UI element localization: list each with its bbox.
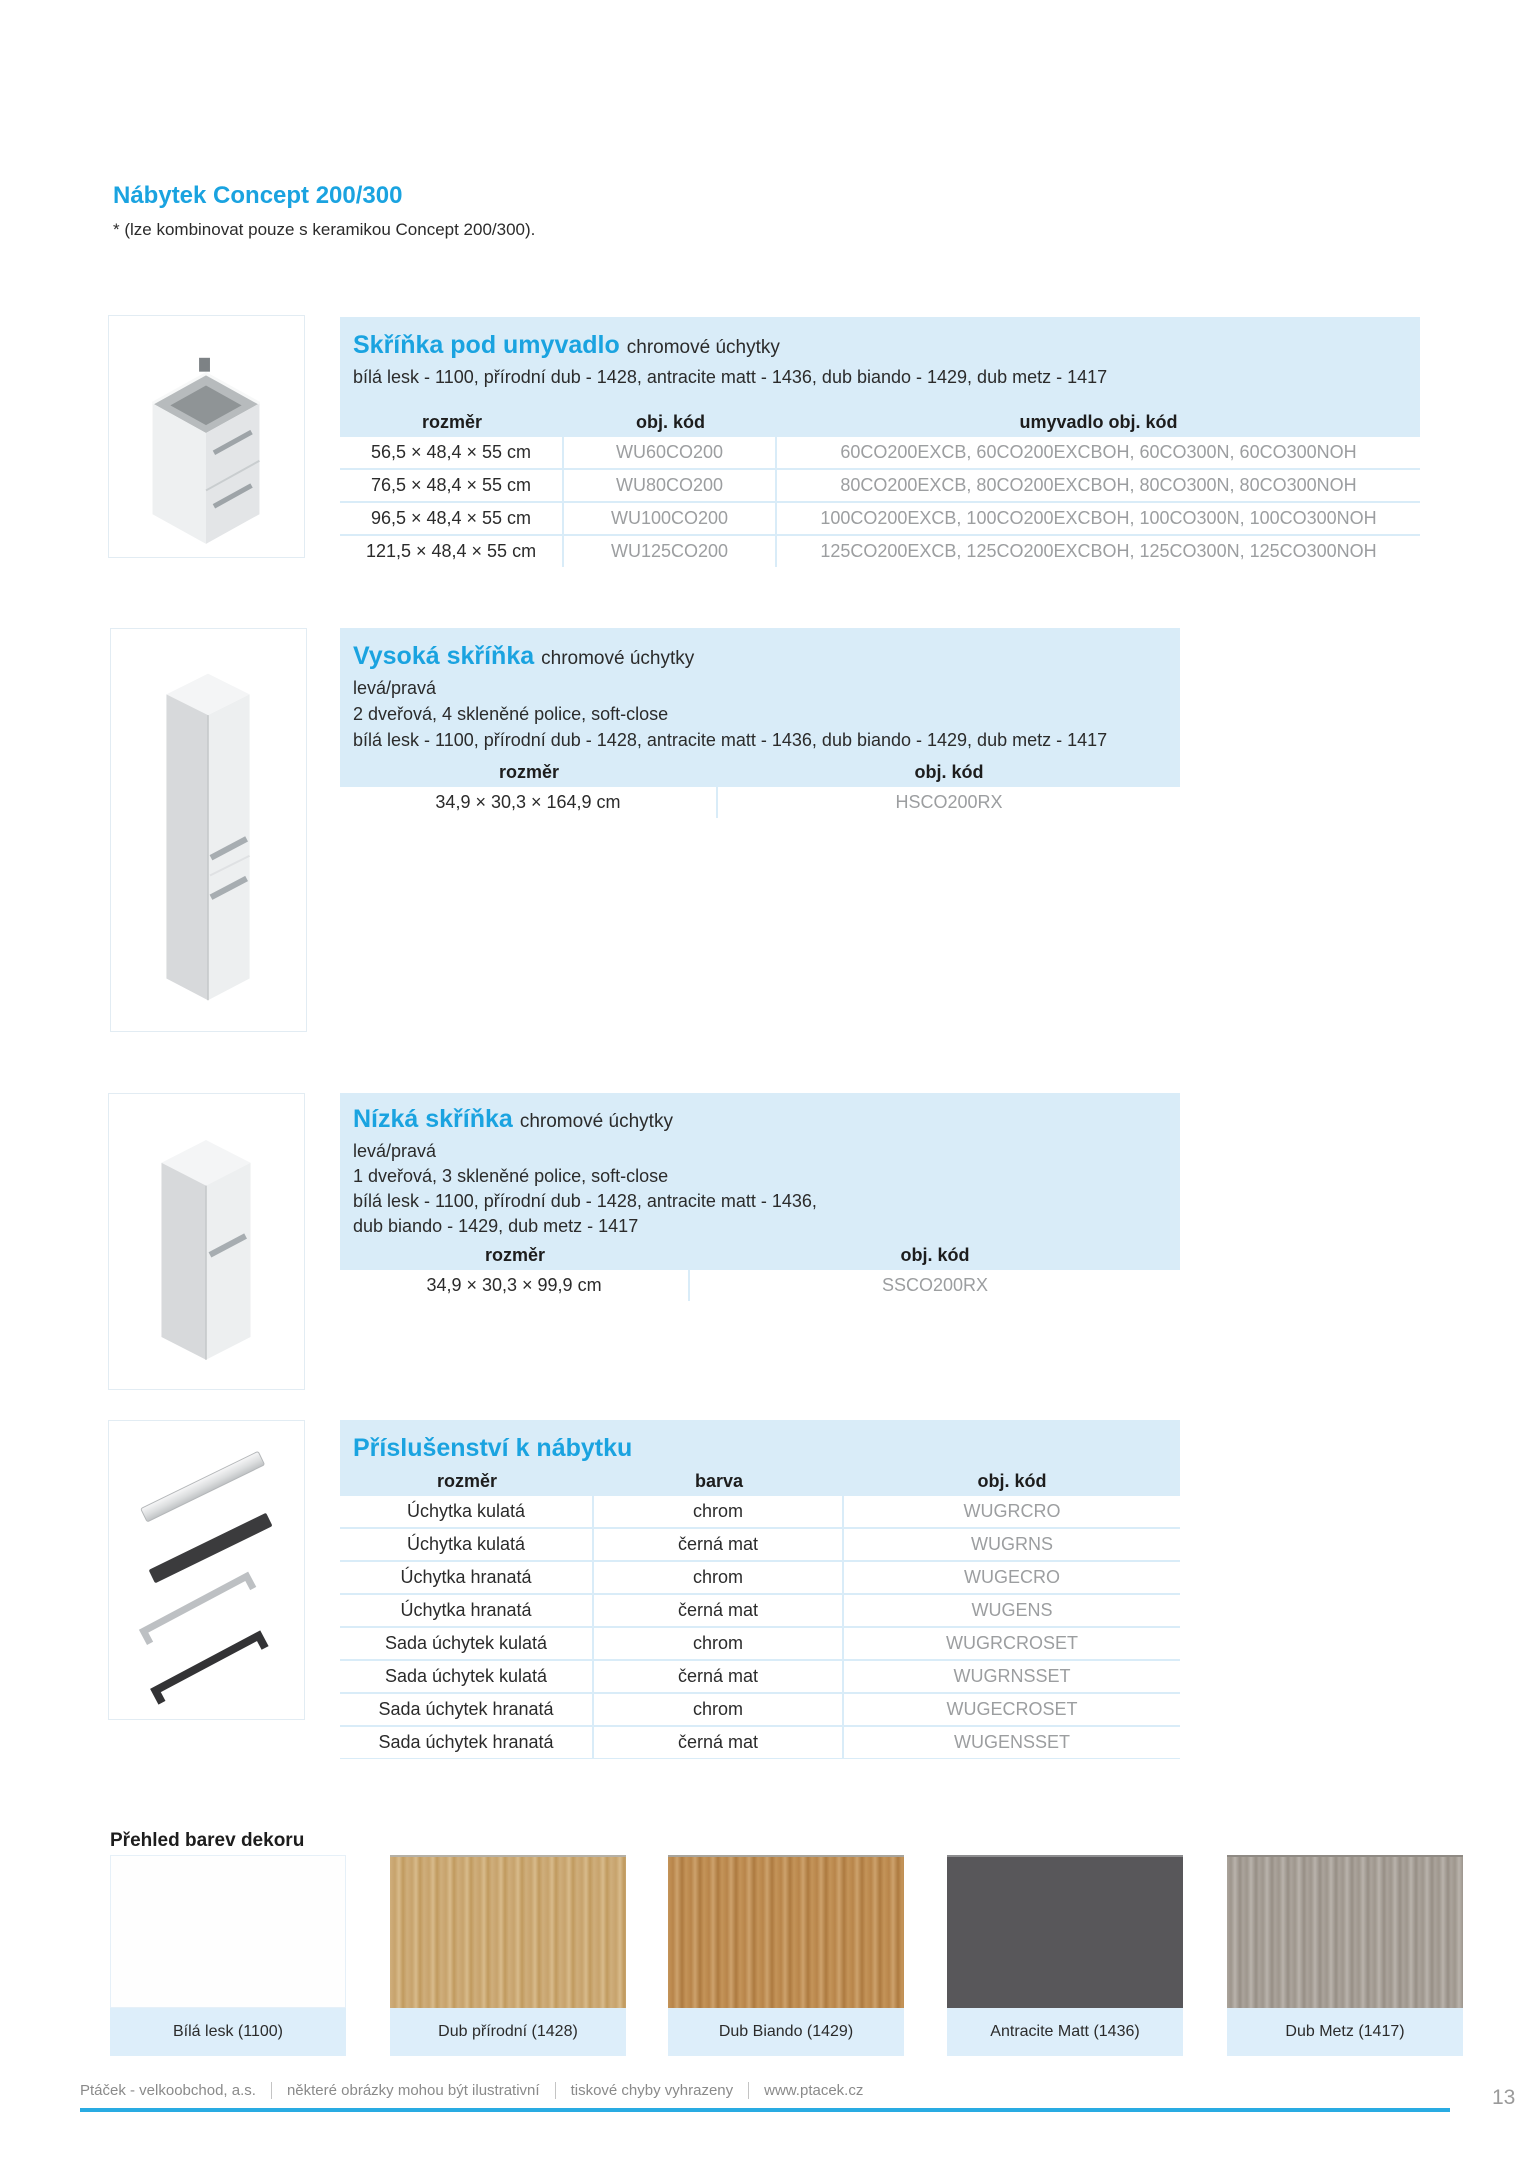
swatch-dub-biando — [668, 1855, 904, 2056]
footer-disclaimer-images: některé obrázky mohou být ilustrativní — [271, 2082, 540, 2099]
column-header: rozměr — [421, 412, 483, 432]
item-name-cell: Úchytka hranatá — [340, 1595, 594, 1628]
order-code-cell: HSCO200RX — [718, 787, 1180, 818]
sink-cabinet-title-suffix: chromové úchytky — [626, 337, 780, 358]
item-name-cell: Sada úchytek kulatá — [340, 1661, 594, 1694]
item-name-cell: Sada úchytek hranatá — [340, 1694, 594, 1727]
order-code-cell: WUGECROSET — [844, 1694, 1180, 1727]
dimension-cell: 96,5 × 48,4 × 55 cm — [340, 503, 564, 536]
color-cell: chrom — [594, 1628, 844, 1661]
sink-cabinet-section — [340, 317, 1420, 566]
low-cabinet-table — [340, 1241, 1180, 1301]
order-code-cell: WU100CO200 — [564, 503, 777, 536]
order-code-cell: WUGRNS — [844, 1529, 1180, 1562]
color-cell: chrom — [594, 1694, 844, 1727]
feature-line: 1 dveřová, 3 skleněné police, soft-close — [353, 1166, 669, 1186]
column-header: rozměr — [498, 762, 560, 782]
page-subtitle: * (lze kombinovat pouze s keramikou Concept 200/300). — [113, 220, 536, 239]
table-row — [340, 1496, 1180, 1529]
feature-line: levá/pravá — [353, 678, 437, 698]
item-name-cell: Sada úchytek hranatá — [340, 1727, 594, 1758]
color-cell: černá mat — [594, 1529, 844, 1562]
footer-disclaimer-errors: tiskové chyby vyhrazeny — [555, 2082, 734, 2099]
accessories-section — [340, 1420, 1180, 1759]
low-cabinet-image — [108, 1093, 305, 1390]
swatch-label: Bílá lesk (1100) — [110, 2008, 346, 2056]
low-cabinet-title-text: Nízká skříňka — [353, 1105, 513, 1133]
footer-accent-rule — [80, 2108, 1450, 2112]
order-code-cell: SSCO200RX — [690, 1270, 1180, 1301]
footer-website-link[interactable]: www.ptacek.cz — [764, 2082, 864, 2099]
column-header: obj. kód — [900, 1245, 970, 1265]
vanity-cabinet-illustration — [109, 316, 304, 557]
basin-codes-cell: 125CO200EXCB, 125CO200EXCBOH, 125CO300N, 125CO300NOH — [777, 536, 1420, 567]
column-header: obj. kód — [636, 412, 705, 432]
basin-codes-cell: 80CO200EXCB, 80CO200EXCBOH, 80CO300N, 80CO300NOH — [777, 470, 1420, 503]
sink-cabinet-desc: bílá lesk - 1100, přírodní dub - 1428, antracite matt - 1436, dub biando - 1429, dub metz - 1417 — [353, 367, 1108, 387]
accessories-title: Příslušenství k nábytku — [353, 1434, 633, 1462]
column-header: rozměr — [436, 1471, 498, 1491]
swatch-color-sample — [947, 1855, 1183, 2008]
swatch-bila-lesk — [110, 1855, 346, 2056]
order-code-cell: WUGRCROSET — [844, 1628, 1180, 1661]
low-cabinet-title — [340, 1093, 1180, 1137]
item-name-cell: Úchytka kulatá — [340, 1496, 594, 1529]
handles-image — [108, 1420, 305, 1720]
tall-cabinet-section — [340, 628, 1180, 816]
footer-company: Ptáček - velkoobchod, a.s. — [80, 2082, 256, 2099]
table-row — [340, 1270, 1180, 1301]
sink-cabinet-image — [108, 315, 305, 558]
order-code-cell: WUGENSSET — [844, 1727, 1180, 1758]
low-cabinet-section — [340, 1093, 1180, 1300]
dimension-cell: 34,9 × 30,3 × 164,9 cm — [340, 787, 718, 818]
basin-codes-cell: 60CO200EXCB, 60CO200EXCBOH, 60CO300N, 60CO300NOH — [777, 437, 1420, 470]
basin-codes-cell: 100CO200EXCB, 100CO200EXCBOH, 100CO300N, 100CO300NOH — [777, 503, 1420, 536]
swatch-label: Antracite Matt (1436) — [947, 2008, 1183, 2056]
table-row — [340, 536, 1420, 567]
tall-cabinet-title — [340, 628, 1180, 674]
table-row — [340, 1628, 1180, 1661]
page-number: 13 — [1492, 2086, 1516, 2109]
color-cell: chrom — [594, 1562, 844, 1595]
furniture-handles-illustration — [109, 1421, 304, 1719]
page-title: Nábytek Concept 200/300 — [113, 182, 403, 209]
color-cell: černá mat — [594, 1595, 844, 1628]
item-name-cell: Úchytka kulatá — [340, 1529, 594, 1562]
dimension-cell: 121,5 × 48,4 × 55 cm — [340, 536, 564, 567]
swatch-dub-prirodni — [390, 1855, 626, 2056]
dimension-cell: 56,5 × 48,4 × 55 cm — [340, 437, 564, 470]
color-cell: černá mat — [594, 1727, 844, 1758]
table-row — [340, 1694, 1180, 1727]
order-code-cell: WUGENS — [844, 1595, 1180, 1628]
item-name-cell: Sada úchytek kulatá — [340, 1628, 594, 1661]
dimension-cell: 34,9 × 30,3 × 99,9 cm — [340, 1270, 690, 1301]
order-code-cell: WUGRNSSET — [844, 1661, 1180, 1694]
feature-line: dub biando - 1429, dub metz - 1417 — [353, 1216, 639, 1236]
table-row — [340, 503, 1420, 536]
order-code-cell: WUGRCRO — [844, 1496, 1180, 1529]
swatch-color-sample — [390, 1855, 626, 2008]
feature-line: bílá lesk - 1100, přírodní dub - 1428, antracite matt - 1436, — [353, 1191, 817, 1211]
table-row — [340, 1529, 1180, 1562]
tall-cabinet-image — [110, 628, 307, 1032]
order-code-cell: WU125CO200 — [564, 536, 777, 567]
table-row — [340, 1562, 1180, 1595]
order-code-cell: WU80CO200 — [564, 470, 777, 503]
swatch-color-sample — [1227, 1855, 1463, 2008]
feature-line: levá/pravá — [353, 1141, 437, 1161]
item-name-cell: Úchytka hranatá — [340, 1562, 594, 1595]
column-header: rozměr — [484, 1245, 546, 1265]
accessories-table — [340, 1467, 1180, 1758]
table-row — [340, 470, 1420, 503]
decor-overview-heading: Přehled barev dekoru — [110, 1830, 305, 1851]
sink-cabinet-table — [340, 408, 1420, 567]
tall-cabinet-table — [340, 758, 1180, 818]
swatch-color-sample — [668, 1855, 904, 2008]
sink-cabinet-title — [340, 317, 1420, 363]
swatch-antracite-matt — [947, 1855, 1183, 2056]
order-code-cell: WU60CO200 — [564, 437, 777, 470]
column-header: barva — [694, 1471, 744, 1491]
color-cell: černá mat — [594, 1661, 844, 1694]
table-row — [340, 1661, 1180, 1694]
table-row — [340, 437, 1420, 470]
tall-cabinet-title-suffix: chromové úchytky — [541, 648, 695, 669]
column-header: obj. kód — [914, 762, 984, 782]
swatch-color-sample — [110, 1855, 346, 2008]
column-header: umyvadlo obj. kód — [1019, 412, 1178, 432]
color-cell: chrom — [594, 1496, 844, 1529]
dimension-cell: 76,5 × 48,4 × 55 cm — [340, 470, 564, 503]
footer — [80, 2082, 1450, 2099]
tall-cabinet-title-text: Vysoká skříňka — [353, 642, 535, 670]
low-cabinet-illustration — [109, 1094, 304, 1389]
feature-line: 2 dveřová, 4 skleněné police, soft-close — [353, 704, 669, 724]
tall-cabinet-illustration — [111, 629, 306, 1031]
table-row — [340, 1727, 1180, 1758]
order-code-cell: WUGECRO — [844, 1562, 1180, 1595]
sink-cabinet-title-text: Skříňka pod umyvadlo — [353, 331, 620, 359]
feature-line: bílá lesk - 1100, přírodní dub - 1428, antracite matt - 1436, dub biando - 1429, dub metz - 1417 — [353, 730, 1108, 750]
column-header: obj. kód — [977, 1471, 1047, 1491]
table-row — [340, 787, 1180, 818]
swatch-label: Dub přírodní (1428) — [390, 2008, 626, 2056]
swatch-label: Dub Metz (1417) — [1227, 2008, 1463, 2056]
swatch-dub-metz — [1227, 1855, 1463, 2056]
low-cabinet-title-suffix: chromové úchytky — [519, 1111, 673, 1132]
swatch-label: Dub Biando (1429) — [668, 2008, 904, 2056]
table-row — [340, 1595, 1180, 1628]
